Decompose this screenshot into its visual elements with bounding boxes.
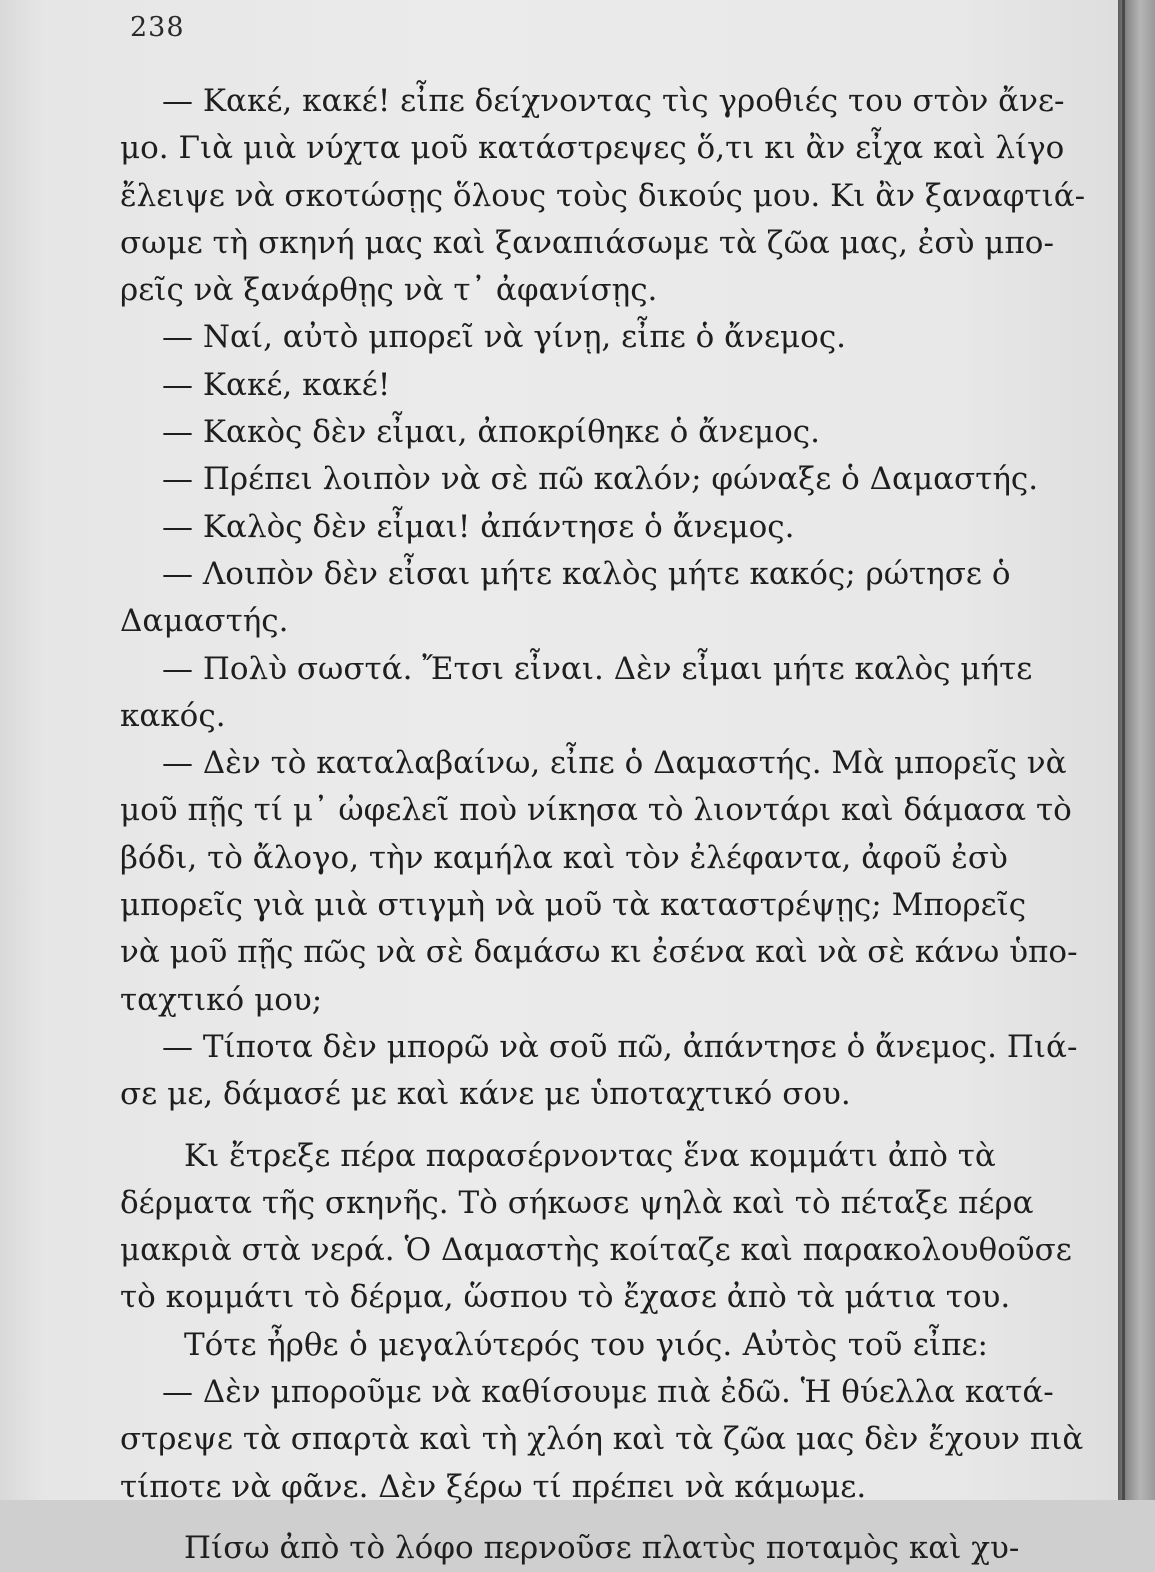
text-line: βόδι, τὸ ἄλογο, τὴν καμήλα καὶ τὸν ἐλέφαντα, ἀφοῦ ἐσὺ	[120, 839, 1008, 876]
text-line: μοῦ πῇς τί μ᾽ ὠφελεῖ ποὺ νίκησα τὸ λιοντάρι καὶ δάμασα τὸ	[120, 792, 1072, 829]
text-line: σωμε τὴ σκηνή μας καὶ ξαναπιάσωμε τὰ ζῶα μας, ἐσὺ μπο-	[120, 224, 1054, 261]
text-line: Δαμαστής.	[120, 603, 289, 640]
text-line: τὸ κομμάτι τὸ δέρμα, ὥσπου τὸ ἔχασε ἀπὸ τὰ μάτια του.	[120, 1279, 1011, 1316]
text-line: — Κακὸς δὲν εἶμαι, ἀποκρίθηκε ὁ ἄνεμος.	[162, 414, 820, 451]
text-line: ρεῖς νὰ ξανάρθῃς νὰ τ᾽ ἀφανίσῃς.	[120, 272, 658, 309]
text-line: μακριὰ στὰ νερά. Ὁ Δαμαστὴς κοίταζε καὶ παρακολουθοῦσε	[120, 1232, 1072, 1269]
page-edge-line	[1122, 0, 1125, 1500]
text-line: μπορεῖς γιὰ μιὰ στιγμὴ νὰ μοῦ τὰ καταστρέψῃς; Μπορεῖς	[120, 887, 1027, 924]
text-line: τίποτε νὰ φᾶνε. Δὲν ξέρω τί πρέπει νὰ κάμωμε.	[120, 1468, 867, 1505]
text-line: — Λοιπὸν δὲν εἶσαι μήτε καλὸς μήτε κακός; ρώτησε ὁ	[162, 555, 1011, 592]
text-line: — Ναί, αὐτὸ μπορεῖ νὰ γίνῃ, εἶπε ὁ ἄνεμος.	[162, 319, 847, 356]
text-line: — Πρέπει λοιπὸν νὰ σὲ πῶ καλόν; φώναξε ὁ Δαμαστής.	[162, 461, 1039, 498]
text-line: — Δὲν μποροῦμε νὰ καθίσουμε πιὰ ἐδῶ. Ἡ θύελλα κατά-	[162, 1374, 1054, 1411]
text-line: — Κακέ, κακέ! εἶπε δείχνοντας τὶς γροθιές του στὸν ἄνε-	[162, 83, 1065, 119]
text-line: ἔλειψε νὰ σκοτώσῃς ὅλους τοὺς δικούς μου. Κι ἂν ξαναφτιά-	[120, 177, 1086, 214]
text-line: Τότε ἦρθε ὁ μεγαλύτερός του γιός. Αὐτὸς τοῦ εἶπε:	[184, 1326, 988, 1363]
text-line: Κι ἔτρεξε πέρα παρασέρνοντας ἕνα κομμάτι ἀπὸ τὰ	[184, 1137, 996, 1174]
text-line: — Κακέ, κακέ!	[162, 366, 391, 403]
text-line: — Πολὺ σωστά. Ἔτσι εἶναι. Δὲν εἶμαι μήτε καλὸς μήτε	[162, 650, 1033, 687]
text-line: — Δὲν τὸ καταλαβαίνω, εἶπε ὁ Δαμαστής. Μὰ μπορεῖς νὰ	[162, 745, 1067, 782]
text-line: δέρματα τῆς σκηνῆς. Τὸ σήκωσε ψηλὰ καὶ τὸ πέταξε πέρα	[120, 1184, 1034, 1221]
text-line: μο. Γιὰ μιὰ νύχτα μοῦ κατάστρεψες ὅ,τι κι ἂν εἶχα καὶ λίγο	[120, 130, 1065, 167]
text-line: νὰ μοῦ πῇς πῶς νὰ σὲ δαμάσω κι ἐσένα καὶ νὰ σὲ κάνω ὑπο-	[120, 934, 1078, 971]
body-text	[120, 78, 1086, 1572]
text-line: — Τίποτα δὲν μπορῶ νὰ σοῦ πῶ, ἀπάντησε ὁ ἄνεμος. Πιά-	[162, 1028, 1078, 1065]
text-line: ταχτικό μου;	[120, 981, 323, 1018]
text-line: — Καλὸς δὲν εἶμαι! ἀπάντησε ὁ ἄνεμος.	[162, 508, 795, 545]
text-line: κακός.	[120, 697, 226, 734]
page-number: 238	[130, 12, 185, 43]
text-line: σε με, δάμασέ με καὶ κάνε με ὑποταχτικό σου.	[120, 1076, 851, 1113]
text-line: στρεψε τὰ σπαρτὰ καὶ τὴ χλόη καὶ τὰ ζῶα μας δὲν ἔχουν πιὰ	[120, 1421, 1084, 1458]
text-line: Πίσω ἀπὸ τὸ λόφο περνοῦσε πλατὺς ποταμὸς καὶ χυ-	[184, 1529, 1020, 1566]
